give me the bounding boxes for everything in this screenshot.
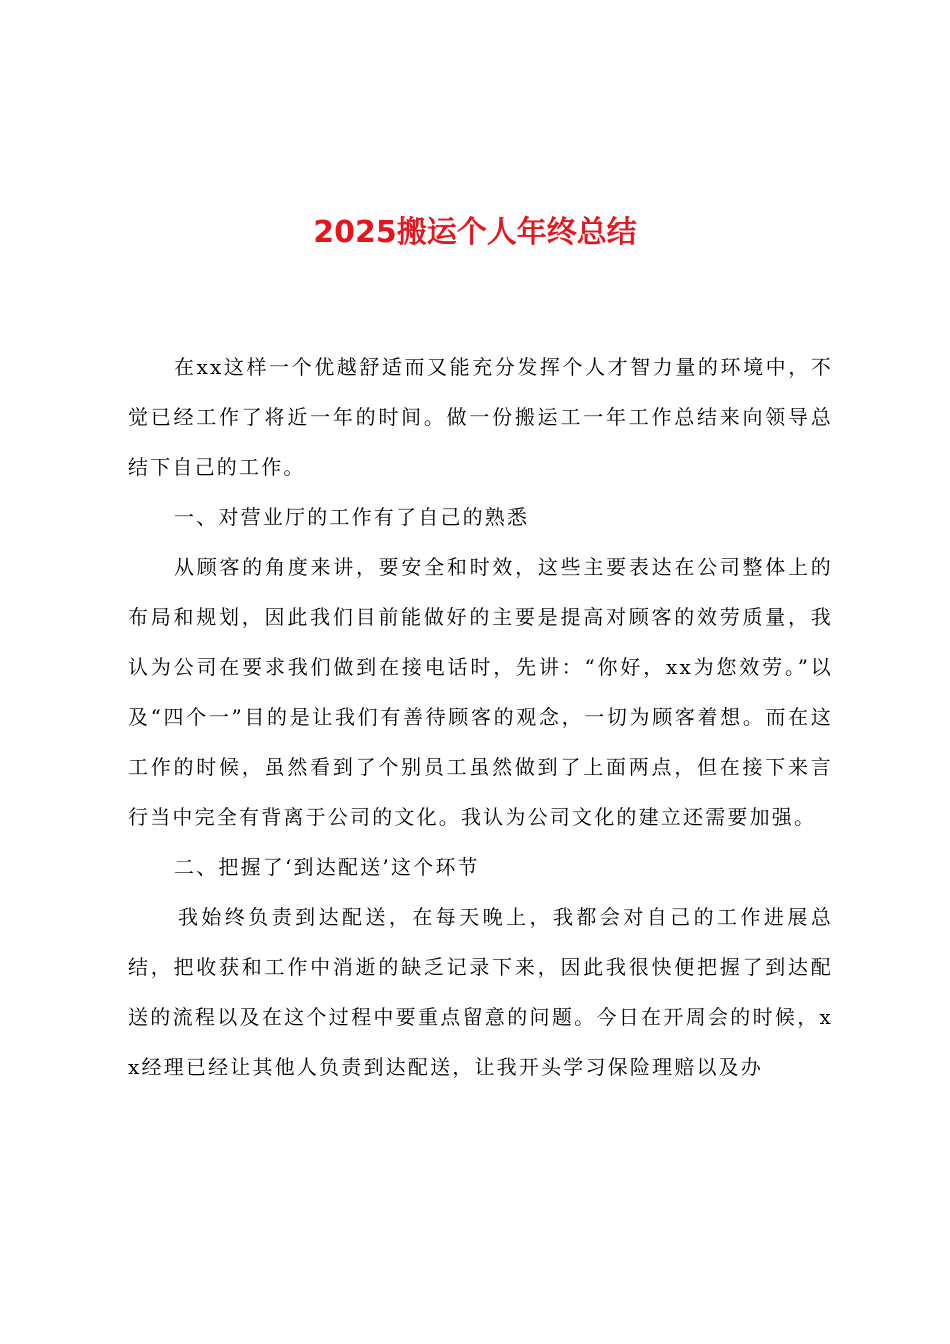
document-body <box>128 342 833 1092</box>
section-heading-2: 二、把握了‘到达配送’这个环节 <box>174 855 480 879</box>
section-1-paragraph: 从顾客的角度来讲，要安全和时效，这些主要表达在公司整体上的布局和规划，因此我们目前能做好的主要是提高对顾客的效劳质量，我认为公司在要求我们做到在接电话时，先讲：“你好，xx为您效劳。”以及“四个一”目的是让我们有善待顾客的观念，一切为顾客着想。而在这工作的时候，虽然看到了个别员工虽然做到了上面两点，但在接下来言行当中完全有背离于公司的文化。我认为公司文化的建立还需要加强。 <box>128 555 833 829</box>
document-title: 2025搬运个人年终总结 <box>313 215 637 250</box>
section-heading-1: 一、对营业厅的工作有了自己的熟悉 <box>174 505 530 529</box>
section-2-paragraph: 我始终负责到达配送，在每天晚上，我都会对自己的工作进展总结，把收获和工作中消逝的缺乏记录下来，因此我很快便把握了到达配送的流程以及在这个过程中要重点留意的问题。今日在开周会的时候，xx经理已经让其他人负责到达配送，让我开头学习保险理赔以及办 <box>128 905 833 1079</box>
intro-paragraph: 在xx这样一个优越舒适而又能充分发挥个人才智力量的环境中，不觉已经工作了将近一年的时间。做一份搬运工一年工作总结来向领导总结下自己的工作。 <box>128 355 833 479</box>
